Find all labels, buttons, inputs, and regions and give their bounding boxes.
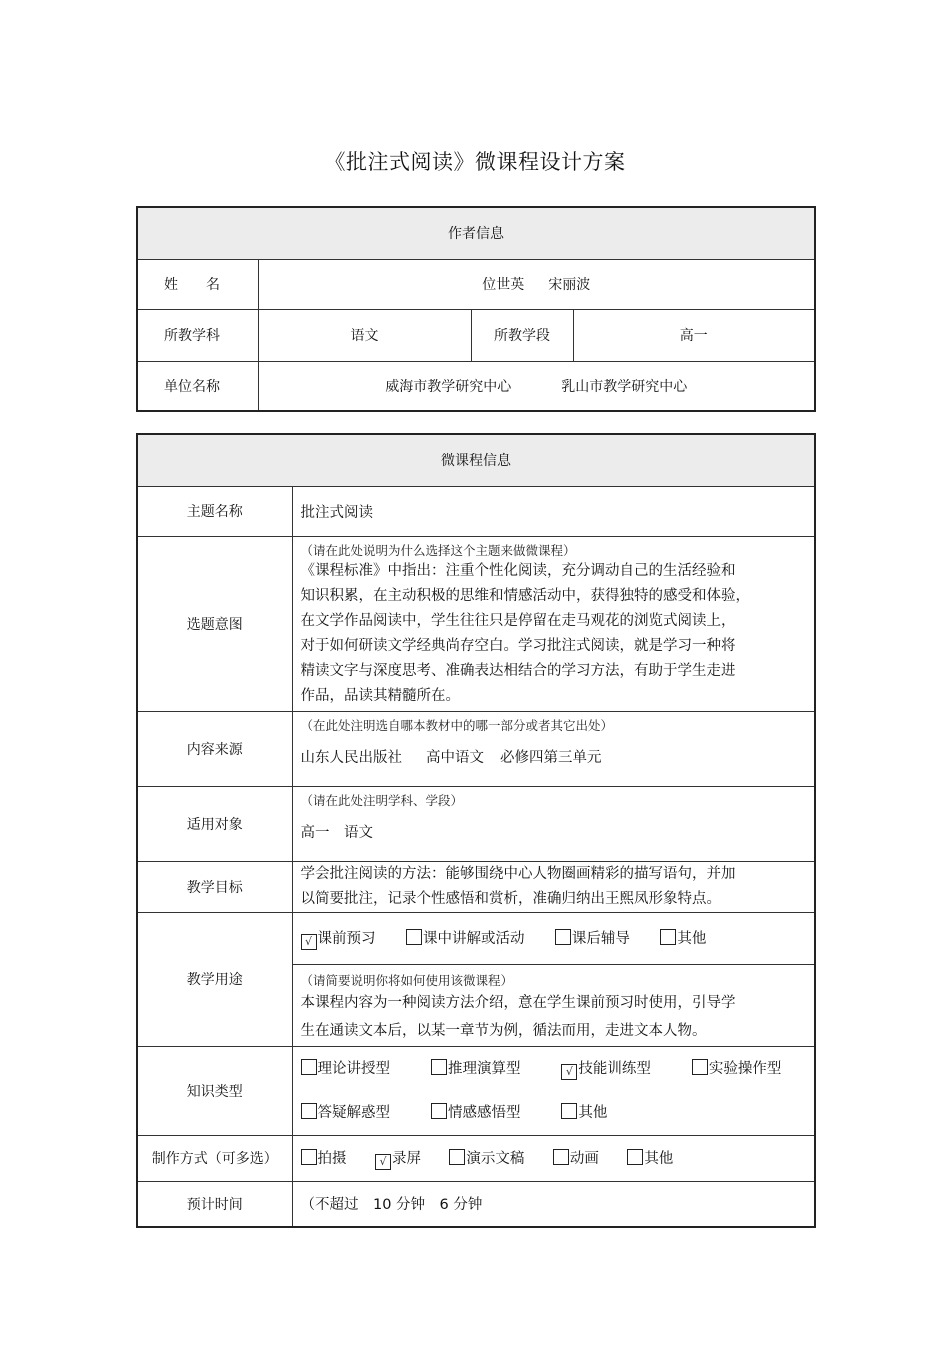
intent-line: 在文学作品阅读中，学生往往只是停留在走马观花的浏览式阅读上， [300,612,736,629]
intent-line: 精读文字与深度思考、准确表达相结合的学习方法，有助于学生走进 [300,662,736,679]
usage-option[interactable]: 课中讲解或活动 [406,927,525,948]
knowledge-option[interactable]: 实验操作型 [692,1047,782,1091]
unit-values [258,361,815,411]
audience-label: 适用对象 [137,786,292,861]
knowledge-option[interactable]: 情感感悟型 [431,1091,531,1135]
checkbox[interactable] [555,929,571,945]
intent-label: 选题意图 [137,536,292,711]
intent-line: 对于如何研读文学经典尚存空白。学习批注式阅读，就是学习一种将 [300,637,736,654]
checkbox[interactable] [561,1103,577,1119]
course-info-header: 微课程信息 [137,434,815,486]
method-option[interactable]: 动画 [553,1147,599,1168]
source-unit: 必修四第三单元 [500,749,602,766]
checkbox[interactable] [692,1059,708,1075]
intent-line: 《课程标准》中指出：注重个性化阅读，充分调动自己的生活经验和 [300,562,736,579]
usage-label: 教学用途 [137,912,292,1046]
intent-line: 知识积累，在主动积极的思维和情感活动中，获得独特的感受和体验， [300,587,750,604]
checkbox[interactable] [406,929,422,945]
checkbox[interactable] [431,1059,447,1075]
checkbox[interactable] [431,1103,447,1119]
usage-hint: （请简要说明你将如何使用该微课程） [300,972,514,988]
usage-option[interactable]: 其他 [660,927,706,948]
goal-line: 学会批注阅读的方法：能够围绕中心人物圈画精彩的描写语句，并加 [300,865,736,882]
course-info-table [136,433,816,1228]
method-option[interactable]: 拍摄 [301,1147,347,1168]
method-option[interactable]: √ 录屏 [375,1147,421,1170]
unit-name: 威海市教学研究中心 [385,378,512,395]
intent-hint: （请在此处说明为什么选择这个主题来做微课程） [300,542,576,558]
checkbox[interactable]: √ [375,1154,391,1170]
checkbox[interactable] [553,1149,569,1165]
name-label: 姓 名 [137,259,258,309]
knowledge-option[interactable]: 推理演算型 [431,1047,531,1091]
knowledge-option[interactable]: 其他 [561,1091,607,1135]
usage-option[interactable]: √ 课前预习 [301,927,376,950]
intent-cell [292,536,815,711]
checkbox[interactable] [301,1149,317,1165]
author-name: 位世英 [482,277,525,293]
stage-value: 高一 [573,309,815,361]
audience-hint: （请在此处注明学科、学段） [300,792,464,808]
audience-cell [292,786,815,861]
source-value [301,746,807,771]
checkbox[interactable] [301,1103,317,1119]
author-names [258,259,815,309]
unit-label: 单位名称 [137,361,258,411]
goal-cell [292,861,815,912]
source-cell [292,711,815,786]
author-name: 宋丽波 [548,277,591,293]
method-option[interactable]: 演示文稿 [449,1147,524,1168]
author-info-table [136,206,816,412]
checkbox[interactable] [627,1149,643,1165]
checkbox[interactable] [660,929,676,945]
intent-line: 作品，品读其精髓所在。 [300,687,460,704]
usage-options [292,912,815,964]
method-option[interactable]: 其他 [627,1147,673,1168]
goal-line: 以简要批注，记录个性感悟和赏析，准确归纳出王熙凤形象特点。 [300,890,721,907]
audience-value: 高一 语文 [300,824,373,841]
usage-detail-cell [292,964,815,1046]
knowledge-options [292,1046,815,1135]
source-publisher: 山东人民出版社 [300,749,402,766]
source-book: 高中语文 [426,749,484,766]
usage-line: 本课程内容为一种阅读方法介绍，意在学生课前预习时使用，引导学 [300,994,736,1011]
source-label: 内容来源 [137,711,292,786]
topic-value: 批注式阅读 [292,486,815,536]
checkbox[interactable] [301,1059,317,1075]
method-label: 制作方式（可多选） [137,1135,292,1181]
checkbox[interactable]: √ [301,934,317,950]
unit-name: 乳山市教学研究中心 [561,378,688,395]
knowledge-option[interactable]: 理论讲授型 [301,1047,401,1091]
time-label: 预计时间 [137,1181,292,1227]
checkbox[interactable] [449,1149,465,1165]
subject-label: 所教学科 [137,309,258,361]
usage-option[interactable]: 课后辅导 [555,927,630,948]
source-hint: （在此处注明选自哪本教材中的哪一部分或者其它出处） [300,717,614,733]
knowledge-label: 知识类型 [137,1046,292,1135]
topic-label: 主题名称 [137,486,292,536]
knowledge-option[interactable]: √ 技能训练型 [561,1047,661,1091]
goal-label: 教学目标 [137,861,292,912]
usage-line: 生在通读文本后，以某一章节为例，循法而用，走进文本人物。 [300,1022,707,1039]
document-title: 《批注式阅读》微课程设计方案 [324,150,626,174]
time-value: （不超过 10 分钟 6 分钟 [292,1181,815,1227]
author-info-header: 作者信息 [137,207,815,259]
subject-value: 语文 [258,309,471,361]
stage-label: 所教学段 [471,309,573,361]
method-options [292,1135,815,1181]
knowledge-option[interactable]: 答疑解惑型 [301,1091,401,1135]
checkbox[interactable]: √ [561,1064,577,1080]
